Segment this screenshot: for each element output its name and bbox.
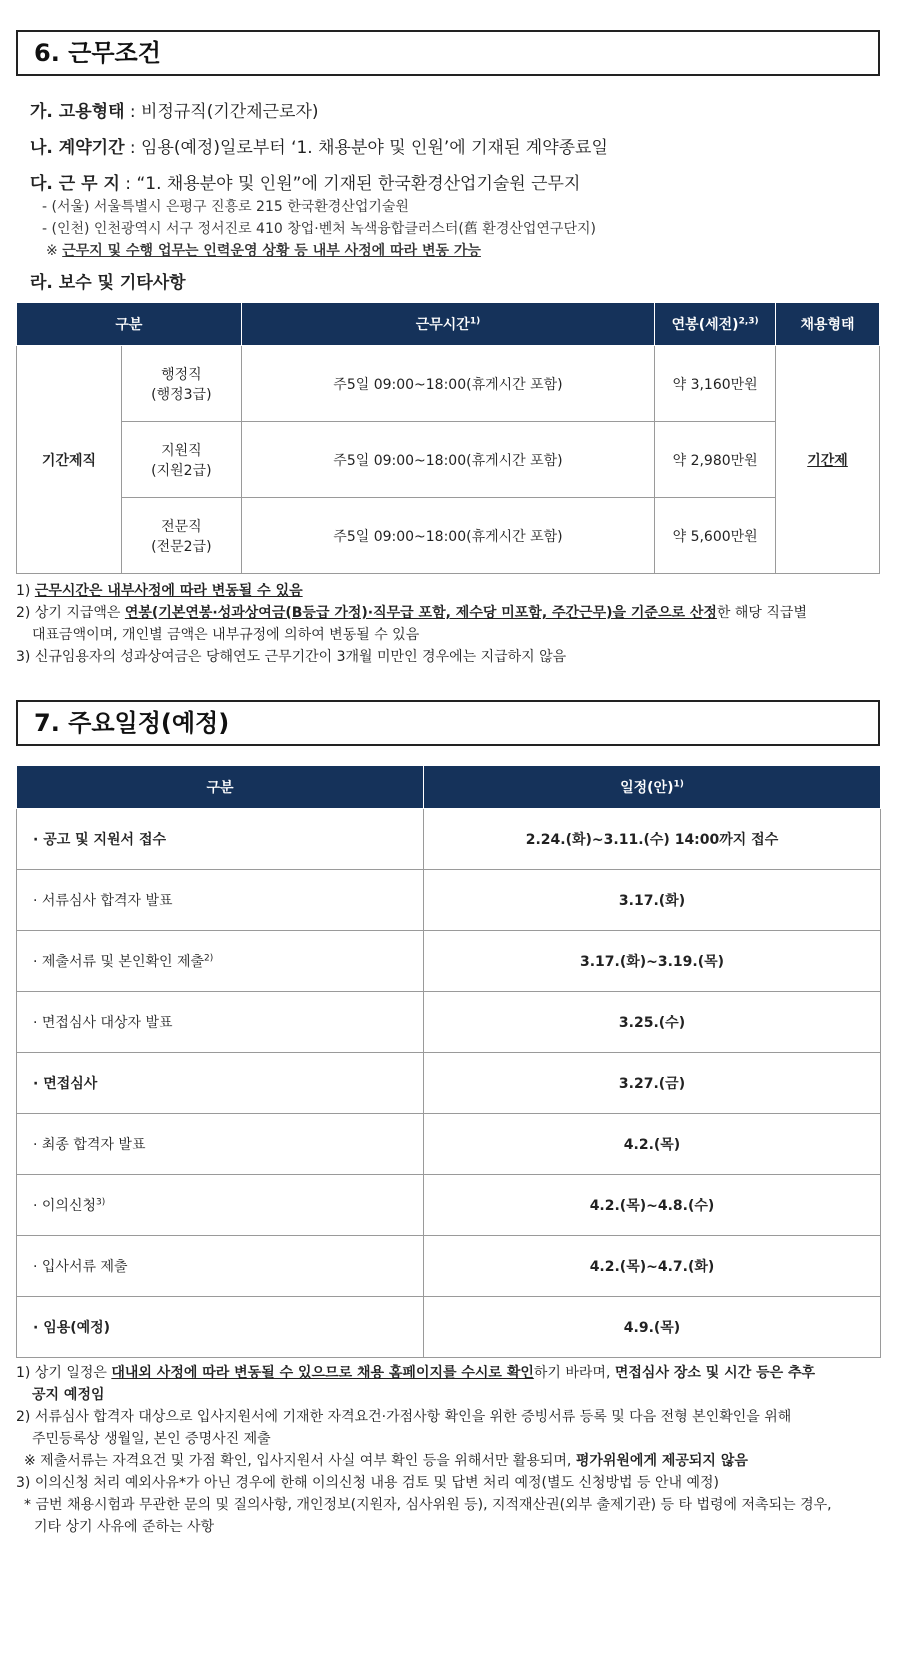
schedule-row (17, 992, 881, 1053)
salary-cell: 약 2,980만원 (655, 422, 776, 498)
schedule-header-category: 구분 (17, 766, 424, 809)
position-cell: 지원직 (지원2급) (121, 422, 241, 498)
schedule-date: 4.2.(목)~4.8.(수) (424, 1175, 881, 1236)
position-cell: 행정직 (행정3급) (121, 346, 241, 422)
schedule-row (17, 809, 881, 870)
schedule-date: 4.9.(목) (424, 1297, 881, 1358)
schedule-header-date: 일정(안)$^{1)}$ (424, 766, 881, 809)
schedule-date: 3.27.(금) (424, 1053, 881, 1114)
schedule-header-row (17, 766, 881, 809)
schedule-note-3-star: * 금번 채용시험과 무관한 문의 및 질의사항, 개인정보(지원자, 심사위원 등), 지적재산권(외부 출제기관) 등 타 법령에 저촉되는 경우, (24, 1497, 832, 1513)
schedule-note-1-cont: 공지 예정임 (32, 1387, 105, 1403)
section-7-title: 7. 주요일정(예정) (16, 700, 880, 746)
employment-type-line (30, 97, 319, 122)
schedule-row (17, 870, 881, 931)
salary-note-1: 1) 근무시간은 내부사정에 따라 변동될 수 있음 (16, 583, 303, 599)
schedule-date: 3.25.(수) (424, 992, 881, 1053)
salary-section-label: 라. 보수 및 기타사항 (30, 273, 186, 293)
schedule-row (17, 1053, 881, 1114)
workplace-note-text: 근무지 및 수행 업무는 인력운영 상황 등 내부 사정에 따라 변동 가능 (62, 243, 481, 259)
schedule-note-2: 2) 서류심사 합격자 대상으로 입사지원서에 기재한 자격요건·가점사항 확인을 위한 증빙서류 등록 및 다음 전형 본인확인을 위해 (16, 1409, 792, 1425)
employment-type-cell: 기간제 (776, 346, 880, 574)
hours-cell: 주5일 09:00~18:00(휴게시간 포함) (241, 498, 654, 574)
section-6-title: 6. 근무조건 (16, 30, 880, 76)
hours-cell: 주5일 09:00~18:00(휴게시간 포함) (241, 346, 654, 422)
schedule-item: · 면접심사 대상자 발표 (17, 992, 424, 1053)
position-cell: 전문직 (전문2급) (121, 498, 241, 574)
note-mark: ※ (46, 243, 63, 259)
workplace-seoul: - (서울) 서울특별시 은평구 진흥로 215 한국환경산업기술원 (42, 199, 409, 215)
header-salary: 연봉(세전)$^{2,3)}$ (655, 303, 776, 346)
header-category: 구분 (17, 303, 242, 346)
workplace-value: : “1. 채용분야 및 인원”에 기재된 한국환경산업기술원 근무지 (119, 174, 581, 194)
workplace-incheon: - (인천) 인천광역시 서구 정서진로 410 창업·벤처 녹색융합클러스터(舊 환경산업연구단지) (42, 221, 596, 237)
group-cell: 기간제직 (17, 346, 122, 574)
schedule-item: · 이의신청$^{3)}$ (17, 1175, 424, 1236)
table-row (17, 498, 880, 574)
contract-period-label: 나. 계약기간 (30, 138, 125, 158)
workplace-note (46, 240, 481, 260)
schedule-date: 4.2.(목)~4.7.(화) (424, 1236, 881, 1297)
schedule-item: · 면접심사 (17, 1053, 424, 1114)
schedule-date: 3.17.(화)~3.19.(목) (424, 931, 881, 992)
salary-note-3: 3) 신규임용자의 성과상여금은 당해연도 근무기간이 3개월 미만인 경우에는 지급하지 않음 (16, 649, 567, 665)
salary-cell: 약 5,600만원 (655, 498, 776, 574)
schedule-row (17, 1236, 881, 1297)
schedule-note-3-star-cont: 기타 상기 사유에 준하는 사항 (34, 1519, 215, 1535)
table-row (17, 346, 880, 422)
schedule-table (16, 765, 881, 1358)
schedule-item: · 입사서류 제출 (17, 1236, 424, 1297)
schedule-note-2-remark: ※ 제출서류는 자격요건 및 가점 확인, 입사지원서 사실 여부 확인 등을 위해서만 활용되며, 평가위원에게 제공되지 않음 (24, 1453, 748, 1469)
schedule-item: · 임용(예정) (17, 1297, 424, 1358)
employment-type-label: 가. 고용형태 (30, 102, 125, 122)
schedule-note-1: 1) 상기 일정은 대내외 사정에 따라 변동될 수 있으므로 채용 홈페이지를 수시로 확인하기 바라며, 면접심사 장소 및 시간 등은 추후 (16, 1365, 816, 1381)
employment-type-value: : 비정규직(기간제근로자) (124, 102, 319, 122)
schedule-row (17, 1175, 881, 1236)
hours-cell: 주5일 09:00~18:00(휴게시간 포함) (241, 422, 654, 498)
schedule-item: · 제출서류 및 본인확인 제출$^{2)}$ (17, 931, 424, 992)
workplace-line (30, 169, 580, 194)
schedule-item: · 공고 및 지원서 접수 (17, 809, 424, 870)
schedule-row (17, 1114, 881, 1175)
schedule-item: · 최종 합격자 발표 (17, 1114, 424, 1175)
table-row (17, 422, 880, 498)
schedule-date: 3.17.(화) (424, 870, 881, 931)
working-conditions-table (16, 302, 880, 574)
salary-section-line (30, 268, 186, 293)
schedule-row (17, 931, 881, 992)
schedule-date: 4.2.(목) (424, 1114, 881, 1175)
workplace-label: 다. 근 무 지 (30, 174, 120, 194)
table-header-row (17, 303, 880, 346)
schedule-item: · 서류심사 합격자 발표 (17, 870, 424, 931)
schedule-row (17, 1297, 881, 1358)
schedule-date: 2.24.(화)~3.11.(수) 14:00까지 접수 (424, 809, 881, 870)
schedule-note-2-cont: 주민등록상 생월일, 본인 증명사진 제출 (32, 1431, 271, 1447)
header-hours: 근무시간$^{1)}$ (241, 303, 654, 346)
contract-period-line (30, 133, 608, 158)
salary-note-2-cont: 대표금액이며, 개인별 금액은 내부규정에 의하여 변동될 수 있음 (32, 627, 420, 643)
salary-note-2: 2) 상기 지급액은 연봉(기본연봉·성과상여금(B등급 가정)·직무급 포함, 제수당 미포함, 주간근무)을 기준으로 산정한 해당 직급별 (16, 605, 807, 621)
salary-cell: 약 3,160만원 (655, 346, 776, 422)
header-employment-type: 채용형태 (776, 303, 880, 346)
contract-period-value: : 임용(예정)일로부터 ‘1. 채용분야 및 인원’에 기재된 계약종료일 (124, 138, 608, 158)
schedule-note-3: 3) 이의신청 처리 예외사유*가 아닌 경우에 한해 이의신청 내용 검토 및 답변 처리 예정(별도 신청방법 등 안내 예정) (16, 1475, 719, 1491)
